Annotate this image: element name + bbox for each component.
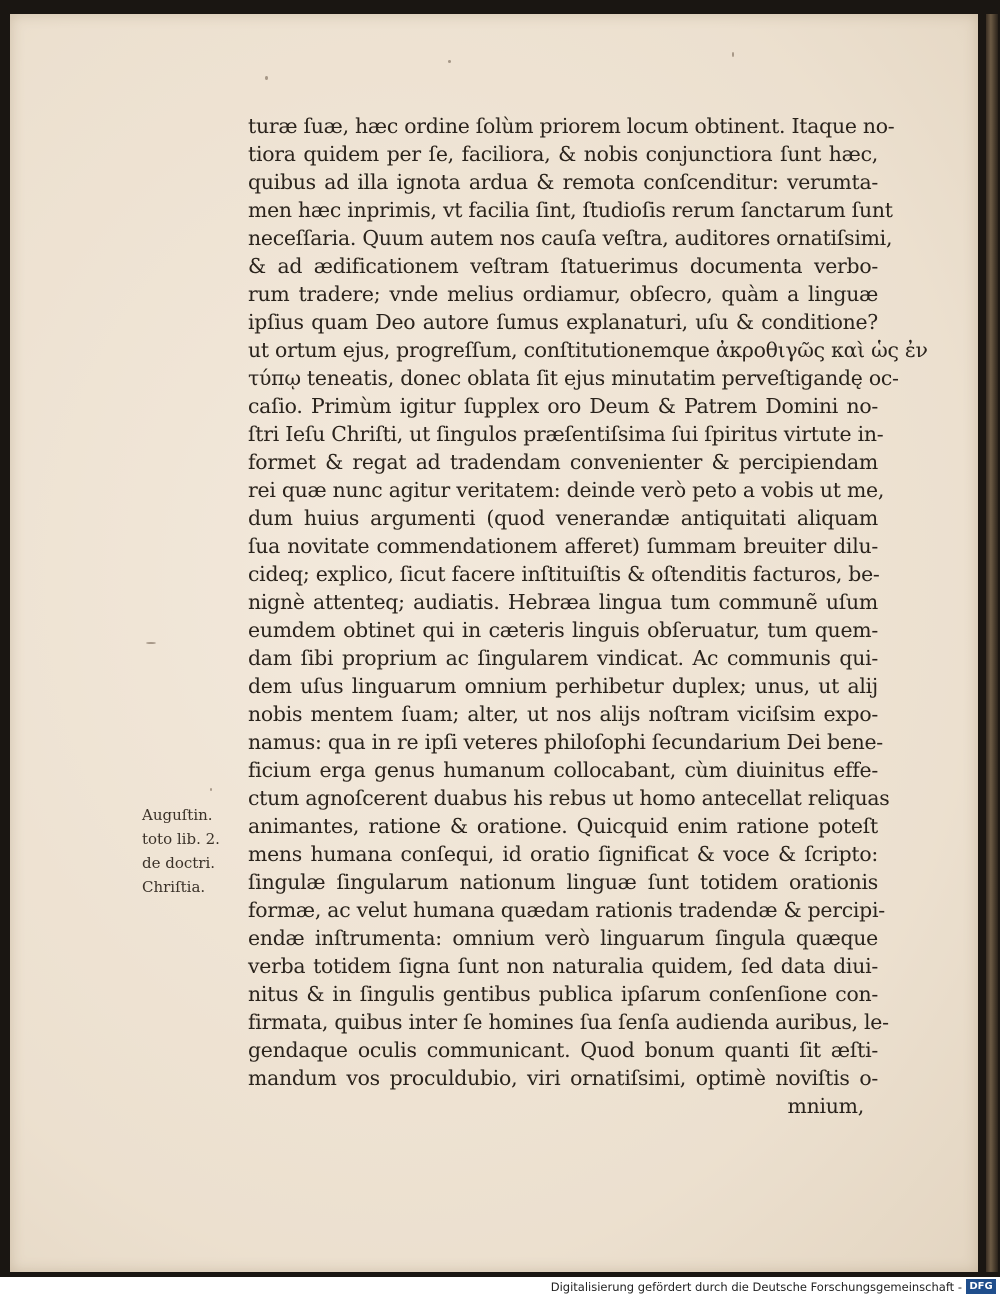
- text-line: caſio. Primùm igitur ſupplex oro Deum & Patrem Domini no-: [248, 394, 878, 418]
- text-line: nignè attenteq; audiatis. Hebræa lingua tum communẽ uſum: [248, 590, 878, 614]
- text-line: τύπῳ teneatis, donec oblata ſit ejus minutatim perveſtigandę oc-: [248, 366, 899, 390]
- text-line: namus: qua in re ipſi veteres philoſophi ſecundarium Dei bene-: [248, 730, 883, 754]
- text-line: ſingulæ ſingularum nationum linguæ ſunt totidem orationis: [248, 870, 878, 894]
- margin-note-line: Chriſtia.: [142, 878, 206, 896]
- text-line: men hæc inprimis, vt facilia ſint, ſtudioſis rerum ſanctarum ſunt: [248, 198, 893, 222]
- page-edge: [986, 14, 998, 1272]
- margin-note-line: Auguſtin.: [142, 806, 213, 824]
- text-line: mens humana conſequi, id oratio ſignificat & voce & ſcripto:: [248, 842, 878, 866]
- text-line: dem uſus linguarum omnium perhibetur duplex; unus, ut alij: [248, 674, 878, 698]
- body-text: [248, 112, 928, 1120]
- paper-speck: [146, 642, 156, 644]
- text-line: dam ſibi proprium ac ſingularem vindicat. Ac communis qui-: [248, 646, 878, 670]
- paper-speck: [210, 788, 212, 791]
- text-line: formæ, ac velut humana quædam rationis tradendæ & percipi-: [248, 898, 885, 922]
- text-line: nitus & in ſingulis gentibus publica ipſarum conſenſione con-: [248, 982, 878, 1006]
- text-line: animantes, ratione & oratione. Quicquid enim ratione poteſt: [248, 814, 878, 838]
- text-line: rei quæ nunc agitur veritatem: deinde verò peto a vobis ut me,: [248, 478, 885, 502]
- text-line: mandum vos proculdubio, viri ornatiſsimi, optimè noviſtis o-: [248, 1066, 878, 1090]
- text-line: gendaque oculis communicant. Quod bonum quanti ſit æſti-: [248, 1038, 878, 1062]
- margin-note-line: de doctri.: [142, 854, 216, 872]
- text-line: firmata, quibus inter ſe homines ſua ſenſa audienda auribus, le-: [248, 1010, 889, 1034]
- text-line: neceſſaria. Quum autem nos cauſa veſtra, auditores ornatiſsimi,: [248, 226, 893, 250]
- text-line: quibus ad illa ignota ardua & remota conſcenditur: verumta-: [248, 170, 878, 194]
- margin-note-line: toto lib. 2.: [142, 830, 220, 848]
- text-line: eumdem obtinet qui in cæteris linguis obſeruatur, tum quem-: [248, 618, 878, 642]
- text-line: ſua novitate commendationem afferet) ſummam breuiter dilu-: [248, 534, 878, 558]
- text-line: & ad ædificationem veſtram ſtatuerimus documenta verbo-: [248, 254, 878, 278]
- text-line: ipſius quam Deo autore ſumus explanaturi, uſu & conditione?: [248, 310, 878, 334]
- paper-speck: [448, 60, 451, 63]
- catchword: mnium,: [787, 1094, 864, 1118]
- book-page: [10, 14, 978, 1272]
- text-line: verba totidem ſigna ſunt non naturalia quidem, ſed data diui-: [248, 954, 878, 978]
- footer-bar: [0, 1277, 1000, 1297]
- dfg-logo: DFG: [966, 1279, 996, 1294]
- text-line: rum tradere; vnde melius ordiamur, obſecro, quàm a linguæ: [248, 282, 878, 306]
- text-line: cideq; explico, ſicut facere inſtituiſtis & oſtenditis facturos, be-: [248, 562, 880, 586]
- text-line: ut ortum ejus, progreſſum, conſtitutionemque ἀκροθιγῶς καὶ ὡς ἐν: [248, 338, 928, 362]
- text-line: tiora quidem per ſe, faciliora, & nobis conjunctiora ſunt hæc,: [248, 142, 878, 166]
- text-line: endæ inſtrumenta: omnium verò linguarum ſingula quæque: [248, 926, 878, 950]
- margin-note: [142, 803, 242, 899]
- paper-speck: [265, 76, 268, 80]
- funding-credit: Digitalisierung gefördert durch die Deutsche Forschungsgemeinschaft -: [550, 1280, 962, 1294]
- text-line: turæ ſuæ, hæc ordine ſolùm priorem locum obtinent. Itaque no-: [248, 114, 895, 138]
- text-line: ficium erga genus humanum collocabant, cùm diuinitus effe-: [248, 758, 878, 782]
- paper-speck: [732, 52, 734, 57]
- text-line: ctum agnoſcerent duabus his rebus ut homo antecellat reliquas: [248, 786, 890, 810]
- text-line: nobis mentem ſuam; alter, ut nos alijs noſtram viciſsim expo-: [248, 702, 878, 726]
- text-line: ſtri Ieſu Chriſti, ut ſingulos præſentiſsima ſui ſpiritus virtute in-: [248, 422, 884, 446]
- text-line: dum huius argumenti (quod venerandæ antiquitati aliquam: [248, 506, 878, 530]
- text-line: formet & regat ad tradendam convenienter & percipiendam: [248, 450, 878, 474]
